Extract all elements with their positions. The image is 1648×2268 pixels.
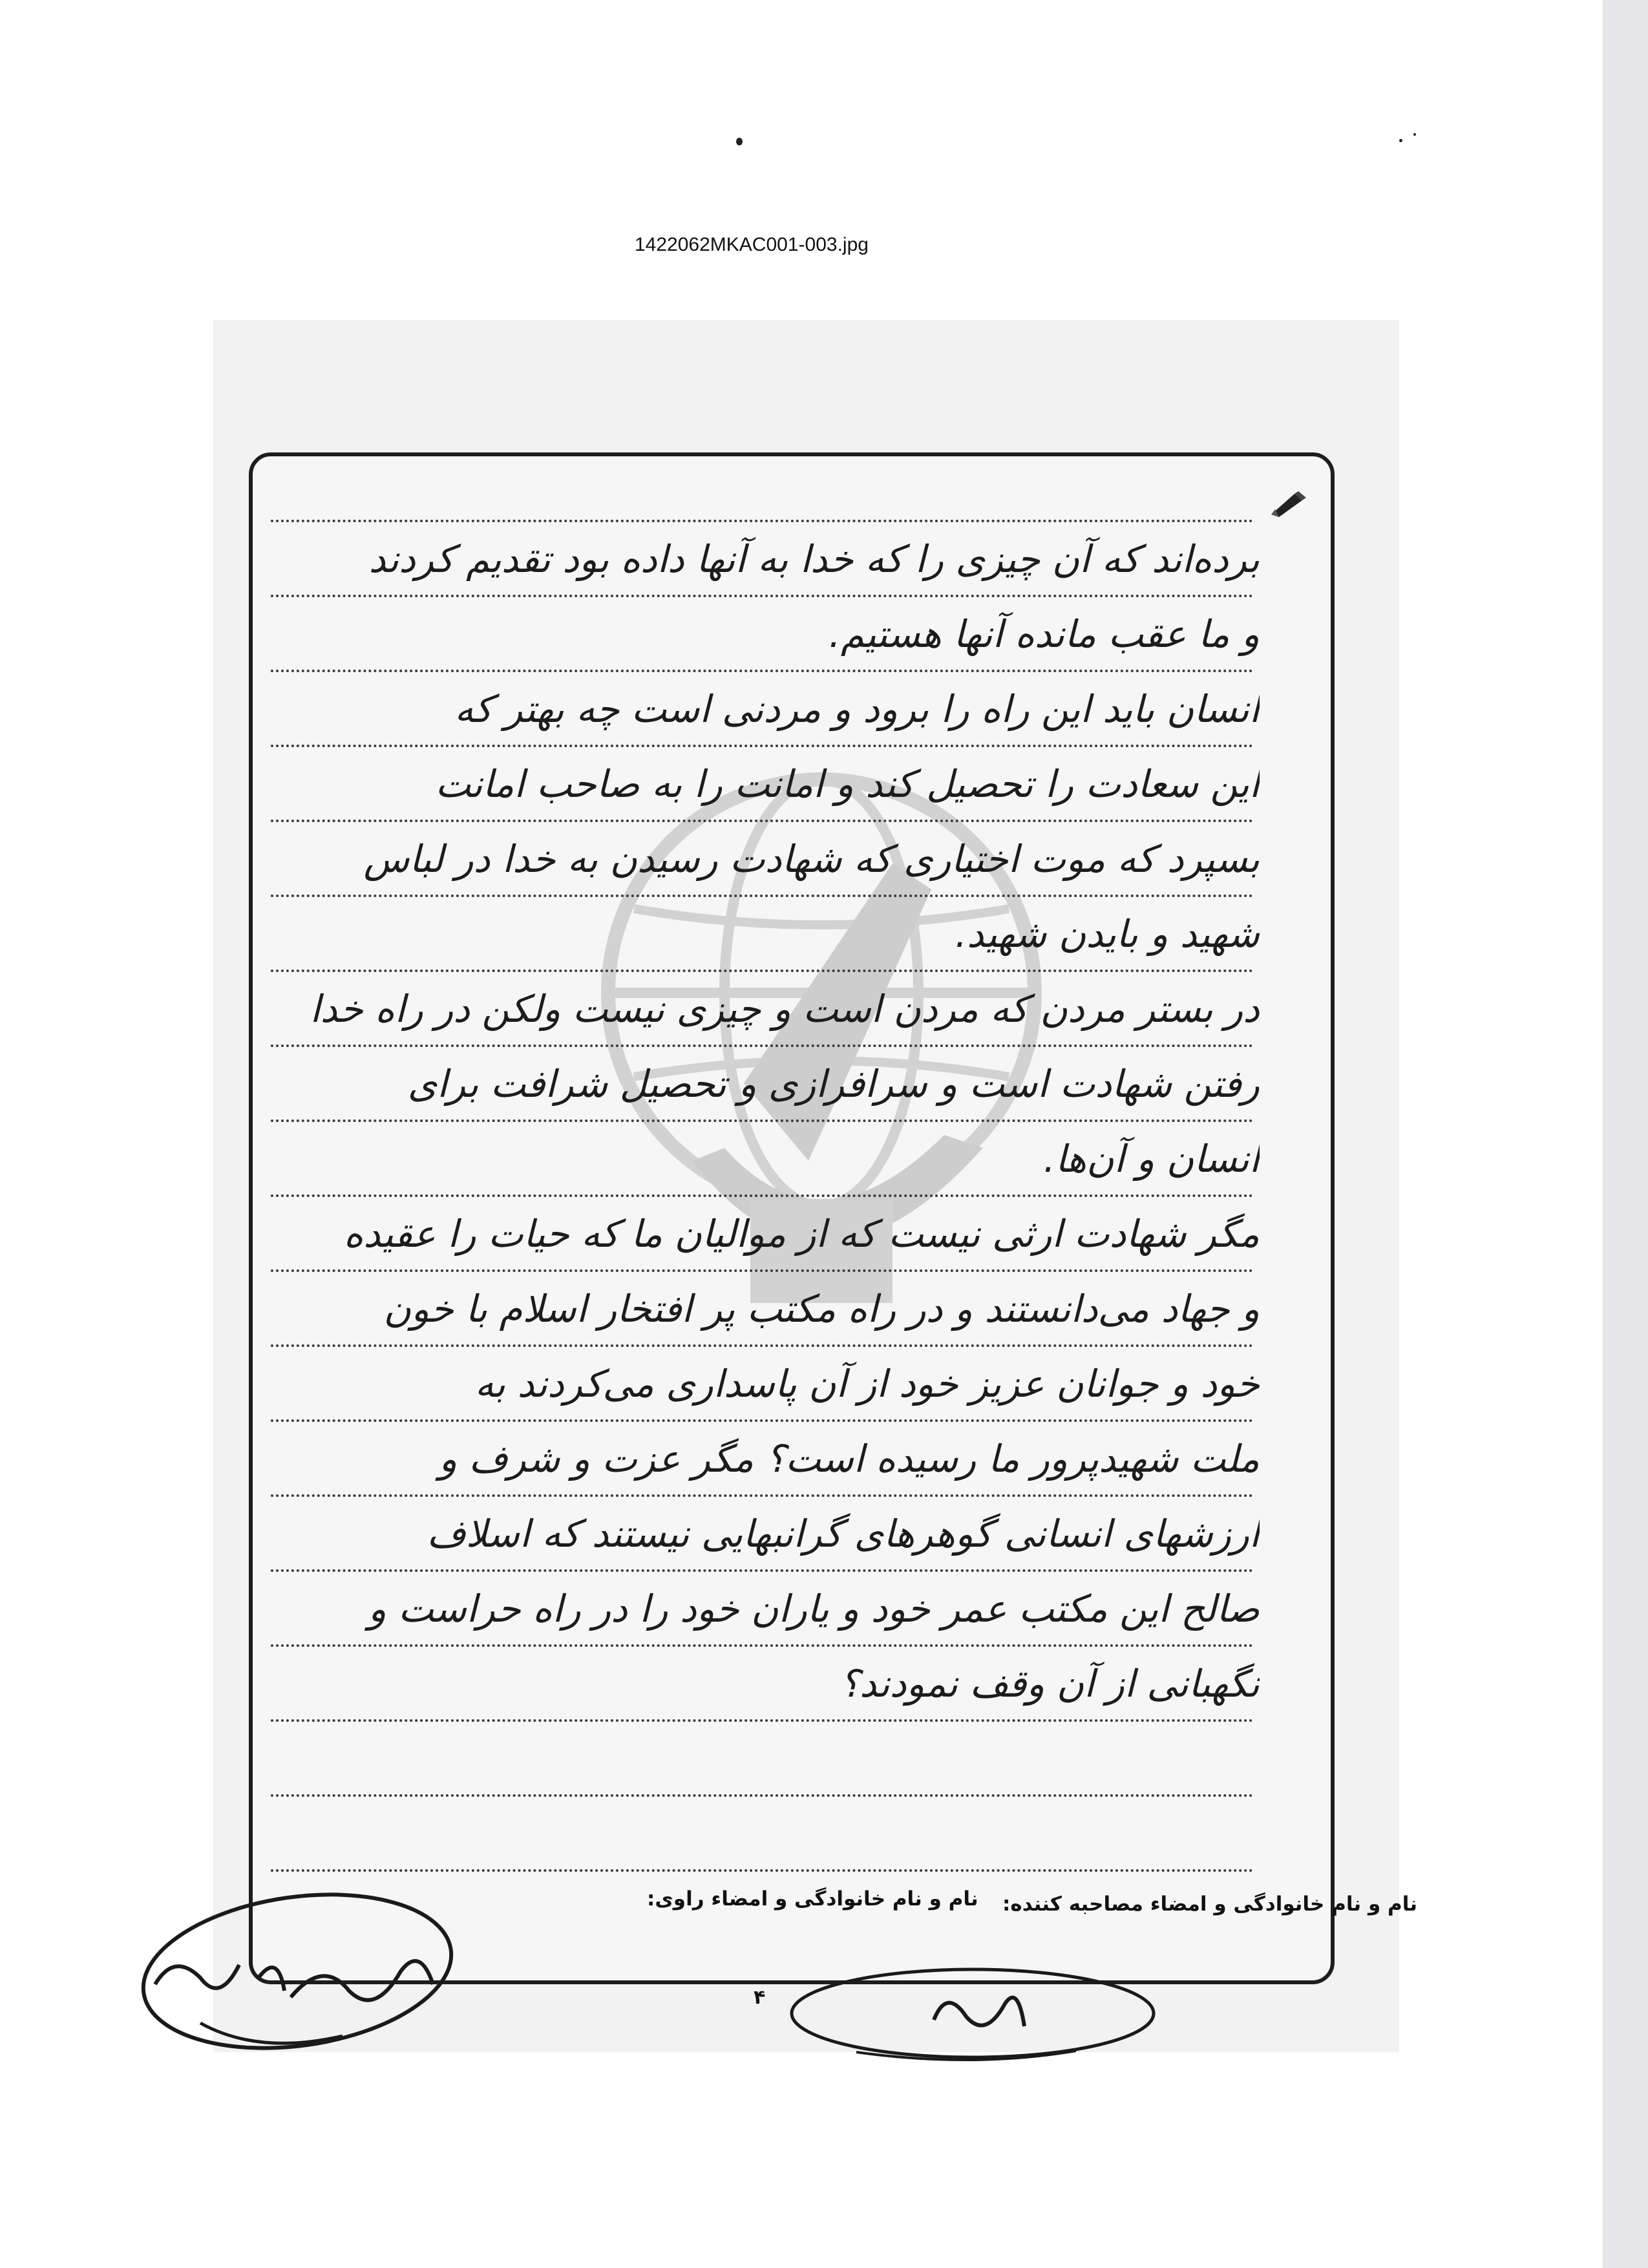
- page-number: ۴: [754, 1986, 766, 2009]
- ruled-line: [271, 1269, 1253, 1272]
- ruled-line: [271, 1344, 1253, 1347]
- handwritten-line: برده‌اند که آن چیزی را که خدا به آنها داده بود تقدیم کردند: [368, 537, 1260, 581]
- ruled-line: [271, 820, 1253, 822]
- scan-speck: [1399, 139, 1402, 142]
- handwritten-line: رفتن شهادت است و سرافرازی و تحصیل شرافت برای: [407, 1062, 1260, 1106]
- ruled-line: [271, 1119, 1253, 1122]
- handwritten-line: ارزشهای انسانی گوهرهای گرانبهایی نیستند که اسلاف: [427, 1512, 1260, 1556]
- page-frame: [249, 452, 1418, 1984]
- handwritten-line: صالح این مکتب عمر خود و یاران خود را در راه حراست و: [368, 1587, 1260, 1631]
- ruled-line: [271, 895, 1253, 897]
- ruled-line: [271, 1794, 1253, 1797]
- handwritten-line: انسان و آن‌ها.: [1043, 1137, 1260, 1181]
- ruled-line: [271, 1194, 1253, 1197]
- ruled-line: [271, 670, 1253, 672]
- handwritten-line: و جهاد می‌دانستند و در راه مکتب پر افتخار اسلام با خون: [383, 1287, 1260, 1331]
- interviewer-signature-label: نام و نام خانوادگی و امضاء مصاحبه کننده:: [1002, 1892, 1418, 1916]
- handwritten-line: ملت شهیدپرور ما رسیده است؟ مگر عزت و شرف و: [439, 1437, 1260, 1481]
- ruled-line: [271, 1494, 1253, 1497]
- handwritten-line: و ما عقب مانده آنها هستیم.: [829, 612, 1260, 656]
- ruled-line: [271, 595, 1253, 597]
- pen-icon: [1269, 490, 1307, 518]
- ruled-line: [271, 970, 1253, 972]
- handwritten-line: نگهبانی از آن وقف نمودند؟: [840, 1662, 1260, 1706]
- scan-speck: [1413, 133, 1416, 136]
- scan-speck: [736, 138, 743, 145]
- ruled-line: [271, 520, 1253, 522]
- narrator-signature-label: نام و نام خانوادگی و امضاء راوی:: [647, 1887, 978, 1911]
- ruled-line: [271, 1869, 1253, 1872]
- handwritten-line: شهید و بایدن شهید.: [955, 912, 1260, 956]
- ruled-line: [271, 745, 1253, 747]
- ruled-line: [271, 1644, 1253, 1647]
- ruled-line: [271, 1569, 1253, 1572]
- ruled-line: [271, 1719, 1253, 1722]
- handwritten-line: بسپرد که موت اختیاری که شهادت رسیدن به خدا در لباس: [363, 837, 1260, 881]
- handwritten-line: مگر شهادت ارثی نیست که از موالیان ما که حیات را عقیده: [343, 1212, 1260, 1256]
- ruled-line: [271, 1419, 1253, 1422]
- handwritten-line: خود و جوانان عزیز خود از آن پاسداری می‌کردند به: [474, 1362, 1260, 1406]
- handwritten-line: انسان باید این راه را برود و مردنی است چه بهتر که: [454, 687, 1260, 731]
- file-name-label: 1422062MKAC001-003.jpg: [635, 234, 869, 255]
- interviewer-signature: [779, 1955, 1167, 2072]
- handwritten-line: در بستر مردن که مردن است و چیزی نیست ولکن در راه خدا: [310, 987, 1260, 1031]
- ruled-line: [271, 1044, 1253, 1047]
- handwritten-line: این سعادت را تحصیل کند و امانت را به صاحب امانت: [435, 762, 1260, 806]
- scanner-edge-strip: [1603, 0, 1648, 2268]
- narrator-signature: [129, 1874, 465, 2068]
